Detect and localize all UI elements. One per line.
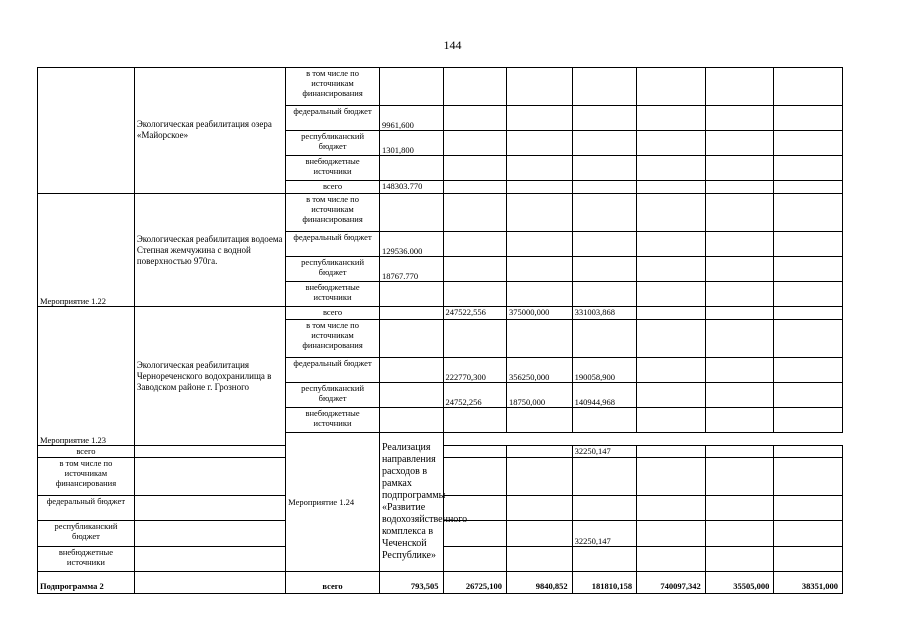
value-cell: 375000,000 xyxy=(507,307,573,320)
value-cell: 26725,100 xyxy=(443,571,507,593)
value-cell: 35505,000 xyxy=(705,571,774,593)
source-incl: в том числе по источникам финансирования xyxy=(286,319,380,357)
value-cell: 24752,256 xyxy=(443,382,507,407)
value-cell: 32250,147 xyxy=(572,521,637,546)
source-republic: республиканский бюджет xyxy=(286,130,380,155)
source-total: всего xyxy=(38,445,135,458)
source-incl: в том числе по источникам финансирования xyxy=(286,68,380,106)
source-incl: в том числе по источникам финансирования xyxy=(286,193,380,231)
source-total: всего xyxy=(286,571,380,593)
source-offbudget: внебюджетные источники xyxy=(286,156,380,181)
value-cell: 331003,868 xyxy=(572,307,637,320)
source-total: всего xyxy=(286,181,380,194)
source-federal: федеральный бюджет xyxy=(286,357,380,382)
value-cell: 793,505 xyxy=(379,571,443,593)
value-cell: 1301,800 xyxy=(379,130,443,155)
table-row xyxy=(38,307,843,320)
value-cell: 247522,556 xyxy=(443,307,507,320)
value-cell: 38351,000 xyxy=(774,571,843,593)
activity-name: Реализация направления расходов в рамках подпрограммы «Развитие водохозяйственного комплекса в Чеченской Республике» xyxy=(379,433,443,572)
activity-name: Экологическая реабилитация водоема Степная жемчужина с водной поверхностью 970га. xyxy=(134,193,285,306)
source-incl: в том числе по источникам финансирования xyxy=(38,458,135,496)
value-cell: 148303.770 xyxy=(379,181,443,194)
subprogram-label: Подпрограмма 2 xyxy=(38,571,135,593)
value-cell: 9961,600 xyxy=(379,105,443,130)
source-federal: федеральный бюджет xyxy=(286,105,380,130)
source-total: всего xyxy=(286,307,380,320)
measure-label: Мероприятие 1.22 xyxy=(38,193,135,306)
value-cell: 181810,158 xyxy=(572,571,637,593)
value-cell: 18750,000 xyxy=(507,382,573,407)
budget-table xyxy=(37,67,843,594)
source-republic: республиканский бюджет xyxy=(286,256,380,281)
source-federal: федеральный бюджет xyxy=(38,496,135,521)
source-offbudget: внебюджетные источники xyxy=(38,546,135,571)
subprogram-total-row xyxy=(38,571,843,593)
value-cell: 32250,147 xyxy=(572,445,637,458)
value-cell: 190058,900 xyxy=(572,357,637,382)
value-cell: 140944,968 xyxy=(572,382,637,407)
value-cell: 18767.770 xyxy=(379,256,443,281)
source-offbudget: внебюджетные источники xyxy=(286,408,380,433)
source-republic: республиканский бюджет xyxy=(286,382,380,407)
activity-name: Экологическая реабилитация Чернореченского водохранилища в Заводском районе г. Грозного xyxy=(134,307,285,446)
source-republic: республиканский бюджет xyxy=(38,521,135,546)
value-cell: 129536.000 xyxy=(379,231,443,256)
activity-name: Экологическая реабилитация озера «Майорское» xyxy=(134,68,285,194)
value-cell: 222770,300 xyxy=(443,357,507,382)
measure-label: Мероприятие 1.24 xyxy=(286,433,380,572)
value-cell: 356250,000 xyxy=(507,357,573,382)
table-row xyxy=(38,193,843,231)
value-cell: 740097,342 xyxy=(637,571,706,593)
page-number: 144 xyxy=(443,38,462,52)
value-cell: 9840,852 xyxy=(507,571,573,593)
measure-cell-empty xyxy=(38,68,135,194)
source-offbudget: внебюджетные источники xyxy=(286,282,380,307)
measure-label: Мероприятие 1.23 xyxy=(38,307,135,446)
source-federal: федеральный бюджет xyxy=(286,231,380,256)
table-row xyxy=(38,68,843,106)
